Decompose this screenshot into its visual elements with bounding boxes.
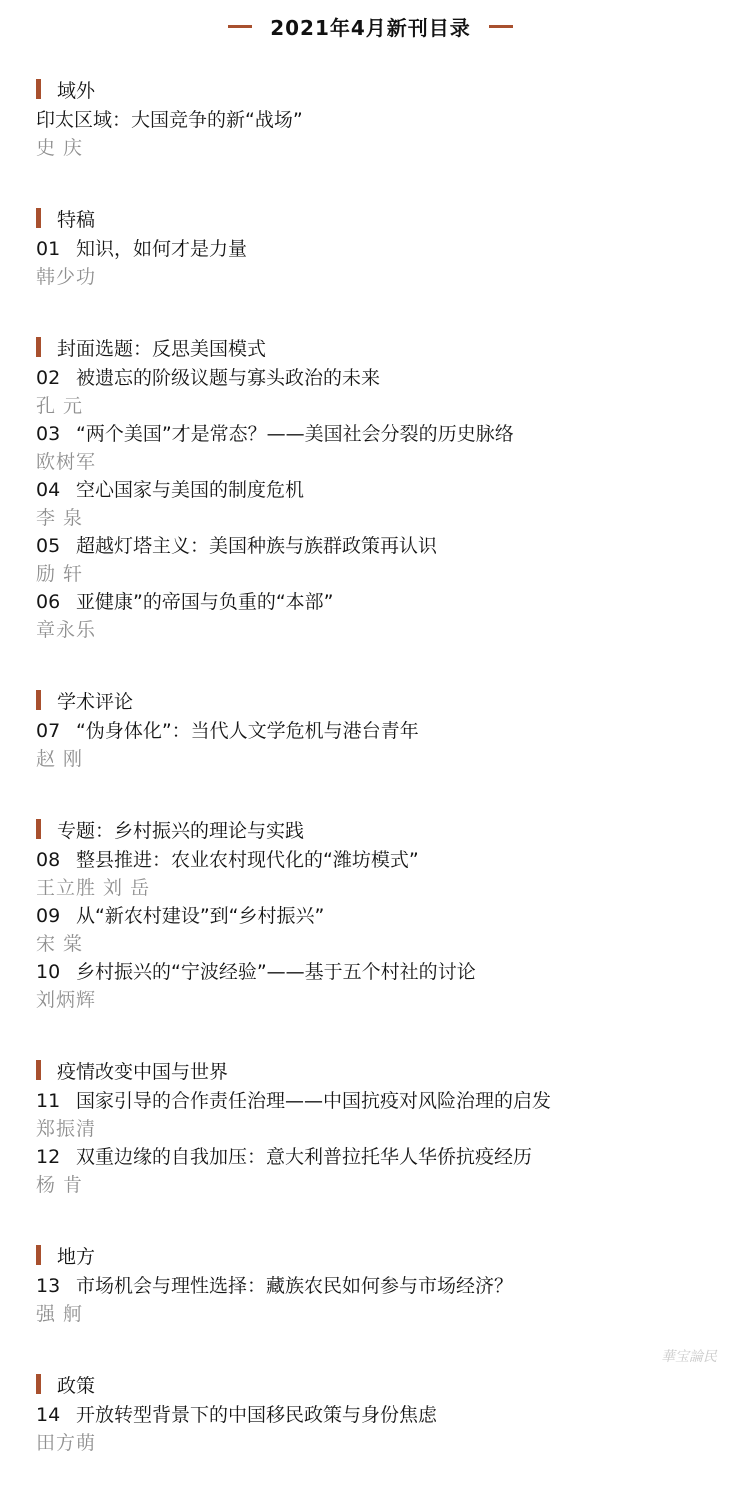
article-author: 章永乐: [36, 619, 97, 641]
article-number: 05: [36, 535, 61, 557]
toc-section: [36, 1367, 716, 1457]
toc-section: [36, 812, 716, 1014]
section-title: 域外: [57, 79, 96, 102]
section-title: 疫情改变中国与世界: [57, 1060, 229, 1083]
section-marker: [36, 1374, 41, 1394]
section-marker: [36, 79, 41, 99]
article-author: 刘炳辉: [36, 989, 97, 1011]
section-header: [36, 201, 716, 235]
article-author: 欧树军: [36, 451, 97, 473]
article-number: 07: [36, 720, 61, 742]
page-header: [0, 0, 741, 52]
article-author: 孔 元: [36, 395, 84, 417]
article-number: 10: [36, 961, 61, 983]
article-author: 励 轩: [36, 563, 84, 585]
article-title-row[interactable]: [36, 902, 716, 930]
article-number: 12: [36, 1146, 61, 1168]
section-marker: [36, 690, 41, 710]
article-title: 被遗忘的阶级议题与寡头政治的未来: [76, 367, 381, 389]
article-number: 04: [36, 479, 61, 501]
article-title: 市场机会与理性选择：藏族农民如何参与市场经济？: [76, 1275, 514, 1297]
page-title: 2021年4月新刊目录: [270, 15, 471, 40]
article-title-row[interactable]: [36, 235, 716, 263]
article-number: 02: [36, 367, 61, 389]
toc-section: [36, 1053, 716, 1199]
section-title: 学术评论: [57, 690, 134, 713]
section-marker: [36, 337, 41, 357]
article-title-row[interactable]: [36, 717, 716, 745]
article-title: 亚健康”的帝国与负重的“本部”: [76, 591, 334, 613]
article-title: 印太区域：大国竞争的新“战场”: [36, 109, 303, 131]
title-right-bar: [489, 25, 513, 28]
article-number: 09: [36, 905, 61, 927]
article-title: “两个美国”才是常态？——美国社会分裂的历史脉络: [76, 423, 514, 445]
section-marker: [36, 1245, 41, 1265]
section-header: [36, 330, 716, 364]
section-marker: [36, 208, 41, 228]
article-title-row[interactable]: [36, 1143, 716, 1171]
watermark-logo: 華宝論民: [661, 1349, 717, 1365]
section-title: 专题：乡村振兴的理论与实践: [57, 819, 305, 842]
section-marker: [36, 1060, 41, 1080]
article-author: 田方萌: [36, 1432, 97, 1454]
article-author: 强 舸: [36, 1303, 84, 1325]
toc-section: [36, 201, 716, 291]
section-title: 特稿: [57, 208, 96, 231]
section-title: 封面选题：反思美国模式: [57, 337, 267, 360]
article-title: 空心国家与美国的制度危机: [76, 479, 305, 501]
article-number: 06: [36, 591, 61, 613]
article-author: 韩少功: [36, 266, 97, 288]
toc-section: [36, 330, 716, 644]
article-number: 08: [36, 849, 61, 871]
article-title: “伪身体化”：当代人文学危机与港台青年: [76, 720, 419, 742]
section-header: [36, 72, 716, 106]
article-title: 国家引导的合作责任治理——中国抗疫对风险治理的启发: [76, 1090, 552, 1112]
article-title-row[interactable]: [36, 958, 716, 986]
article-title: 整县推进：农业农村现代化的“潍坊模式”: [76, 849, 419, 871]
toc-section: [36, 1238, 716, 1328]
section-header: [36, 1367, 716, 1401]
table-of-contents: [36, 72, 716, 1496]
article-title: 双重边缘的自我加压：意大利普拉托华人华侨抗疫经历: [76, 1146, 533, 1168]
article-title-row[interactable]: [36, 588, 716, 616]
article-title-row[interactable]: [36, 106, 716, 134]
article-author: 李 泉: [36, 507, 84, 529]
section-header: [36, 1238, 716, 1272]
article-author: 史 庆: [36, 137, 84, 159]
article-title: 开放转型背景下的中国移民政策与身份焦虑: [76, 1404, 438, 1426]
article-title-row[interactable]: [36, 364, 716, 392]
article-title: 乡村振兴的“宁波经验”——基于五个村社的讨论: [76, 961, 476, 983]
article-author: 杨 肯: [36, 1174, 84, 1196]
article-number: 03: [36, 423, 61, 445]
article-author: 宋 棠: [36, 933, 84, 955]
article-title-row[interactable]: [36, 532, 716, 560]
article-title-row[interactable]: [36, 420, 716, 448]
title-left-bar: [228, 25, 252, 28]
article-author: 赵 刚: [36, 748, 84, 770]
article-number: 14: [36, 1404, 61, 1426]
article-author: 王立胜 刘 岳: [36, 877, 151, 899]
section-header: [36, 1053, 716, 1087]
toc-section: [36, 72, 716, 162]
section-header: [36, 683, 716, 717]
article-title-row[interactable]: [36, 846, 716, 874]
article-author: 郑振清: [36, 1118, 97, 1140]
article-title-row[interactable]: [36, 1272, 716, 1300]
article-title-row[interactable]: [36, 476, 716, 504]
section-title: 政策: [57, 1374, 96, 1397]
article-number: 11: [36, 1090, 61, 1112]
section-header: [36, 812, 716, 846]
article-title: 超越灯塔主义：美国种族与族群政策再认识: [76, 535, 438, 557]
section-marker: [36, 819, 41, 839]
article-number: 01: [36, 238, 61, 260]
article-title: 知识，如何才是力量: [76, 238, 248, 260]
article-title-row[interactable]: [36, 1401, 716, 1429]
article-number: 13: [36, 1275, 61, 1297]
article-title: 从“新农村建设”到“乡村振兴”: [76, 905, 325, 927]
section-title: 地方: [57, 1245, 96, 1268]
toc-section: [36, 683, 716, 773]
article-title-row[interactable]: [36, 1087, 716, 1115]
